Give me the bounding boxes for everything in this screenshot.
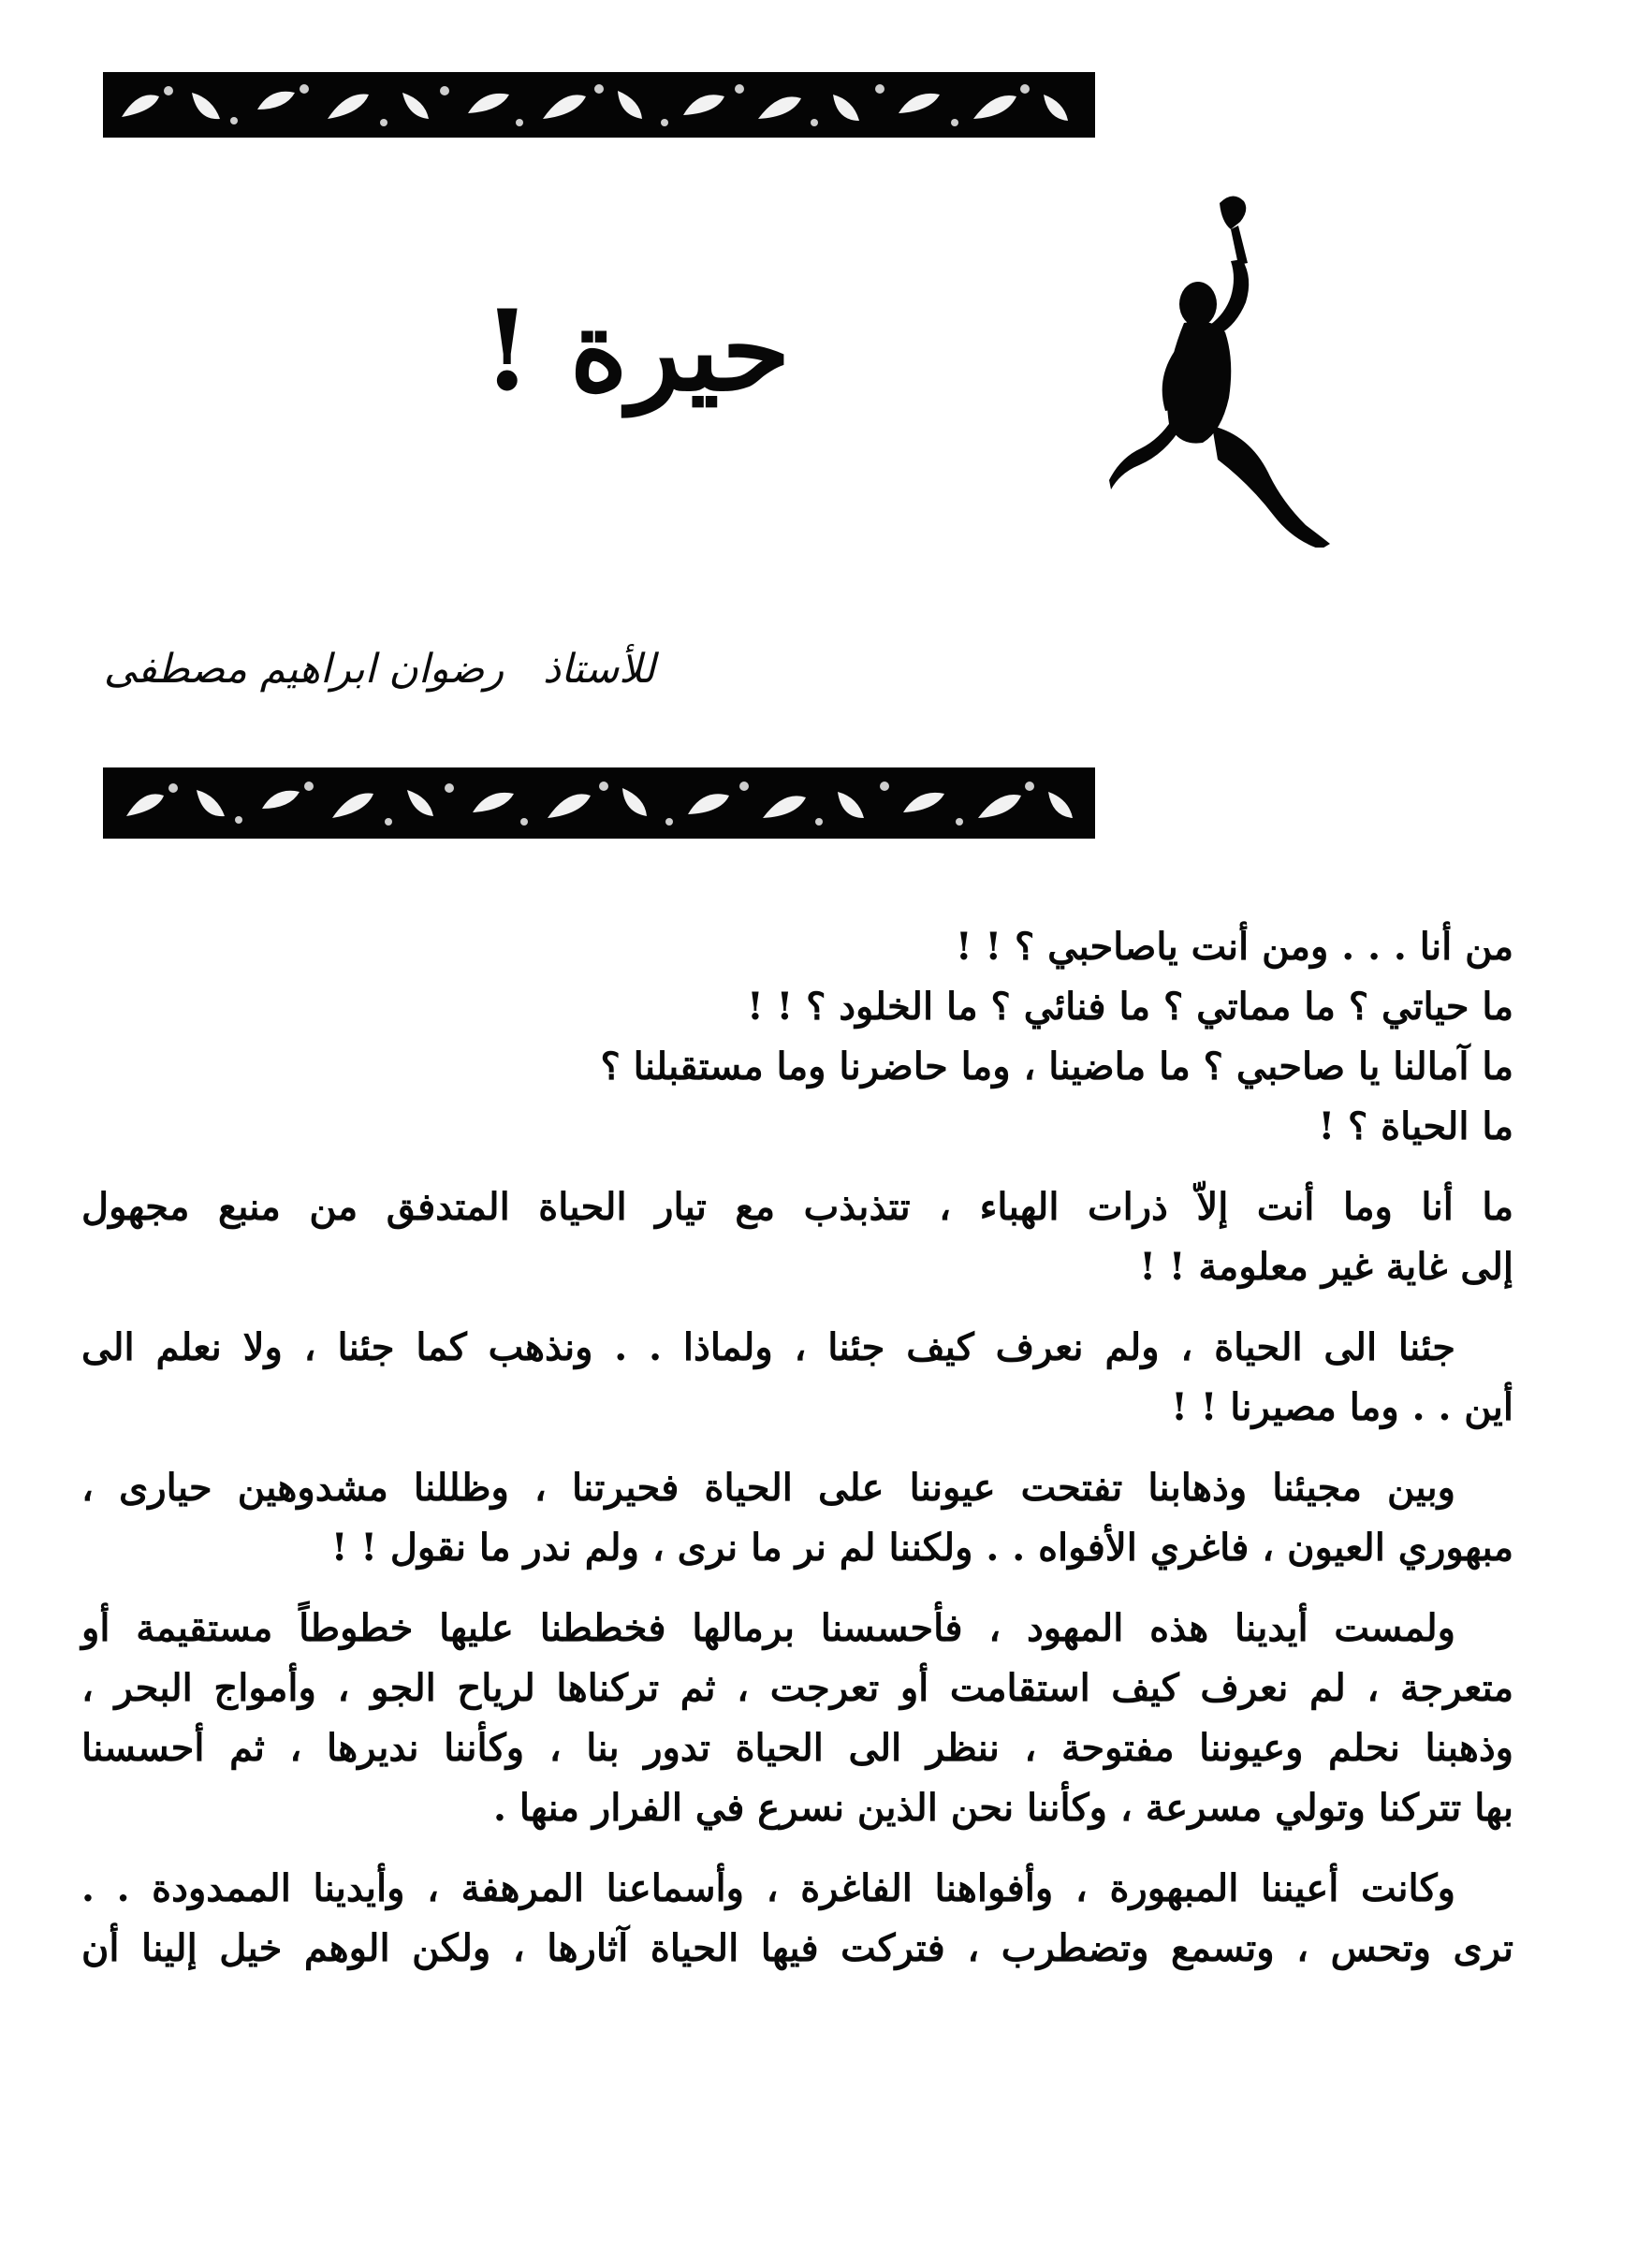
- text-line: إلى غاية غير معلومة ! !: [1139, 1245, 1513, 1289]
- paragraph: [81, 1318, 1513, 1438]
- text-line: وذهبنا نحلم وعيوننا مفتوحة ، ننظر الى الحياة تدور بنا ، وكأننا نديرها ، ثم أحسسنا: [81, 1726, 1513, 1770]
- text-line: ما الحياة ؟ !: [1318, 1104, 1513, 1148]
- page-title: حيرة !: [482, 285, 791, 416]
- article-body: [81, 917, 1513, 1999]
- text-line: ما حياتي ؟ ما مماتي ؟ ما فنائي ؟ ما الخلود ؟ ! !: [747, 985, 1513, 1029]
- byline-prefix: للأستاذ: [542, 646, 655, 693]
- byline-author: رضوان ابراهيم مصطفى: [103, 646, 504, 693]
- text-line: ولمست أيدينا هذه المهود ، فأحسسنا برمالها فخططنا عليها خطوطاً مستقيمة أو: [81, 1606, 1455, 1650]
- text-line: وكانت أعيننا المبهورة ، وأفواهنا الفاغرة ، وأسماعنا المرهفة ، وأيدينا الممدودة . .: [81, 1866, 1456, 1910]
- text-line: مبهوري العيون ، فاغري الأفواه . . ولكننا لم نر ما نرى ، ولم ندر ما نقول ! !: [330, 1526, 1513, 1570]
- text-line: بها تتركنا وتولي مسرعة ، وكأننا نحن الذين نسرع في الفرار منها .: [493, 1786, 1513, 1830]
- leaf-ornament-icon: [103, 72, 1095, 138]
- text-line: من أنا . . . ومن أنت ياصاحبي ؟ ! !: [955, 925, 1513, 969]
- paragraph: [81, 1177, 1513, 1297]
- text-line: ترى وتحس ، وتسمع وتضطرب ، فتركت فيها الحياة آثارها ، ولكن الوهم خيل إلينا أن: [81, 1926, 1513, 1970]
- paragraph: [81, 1599, 1513, 1838]
- byline: [0, 646, 655, 693]
- text-line: ما أنا وما أنت إلاّ ذرات الهباء ، تتذبذب مع تيار الحياة المتدفق من منبع مجهول: [81, 1185, 1514, 1229]
- text-line: وبين مجيئنا وذهابنا تفتحت عيوننا على الحياة فحيرتنا ، وظللنا مشدوهين حيارى ،: [81, 1466, 1455, 1510]
- paragraph: [81, 1458, 1513, 1578]
- paragraph: [81, 1859, 1513, 1979]
- ornament-band-top: [103, 72, 1095, 138]
- text-line: متعرجة ، لم نعرف كيف استقامت أو تعرجت ، ثم تركناها لرياح الجو ، وأمواج البحر ،: [81, 1666, 1513, 1710]
- paragraph: [81, 917, 1513, 1157]
- ornament-band-bottom: [103, 767, 1095, 839]
- text-line: أين . . وما مصيرنا ! !: [1171, 1385, 1513, 1429]
- text-line: ما آمالنا يا صاحبي ؟ ما ماضينا ، وما حاضرنا وما مستقبلنا ؟: [600, 1045, 1513, 1089]
- torch-runner-icon: [1109, 192, 1357, 548]
- text-line: جئنا الى الحياة ، ولم نعرف كيف جئنا ، ولماذا . . ونذهب كما جئنا ، ولا نعلم الى: [81, 1325, 1455, 1369]
- leaf-ornament-icon: [103, 767, 1095, 839]
